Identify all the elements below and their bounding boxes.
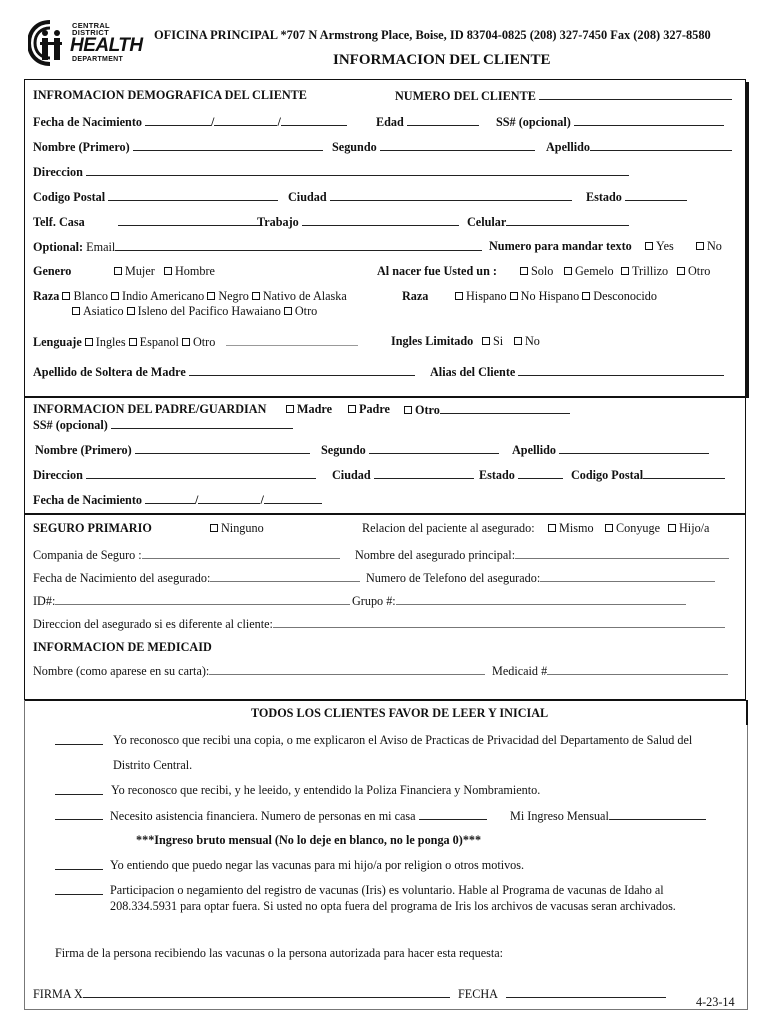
limited-english-label: Ingles Limitado (391, 334, 474, 348)
birth-other-checkbox[interactable] (677, 264, 710, 278)
relation-label: Relacion del paciente al asegurado: (362, 521, 535, 535)
last-name-label: Apellido (546, 140, 591, 154)
checkbox-icon (645, 242, 653, 250)
insured-phone-field[interactable] (366, 570, 715, 585)
limited-yes-label: Si (493, 334, 504, 348)
checkbox-icon (348, 405, 356, 413)
pacific-checkbox[interactable] (127, 304, 281, 318)
guardian-other-checkbox[interactable] (404, 402, 570, 417)
ack-item-1b: Distrito Central. (113, 758, 193, 772)
checkbox-icon (621, 267, 629, 275)
relation-self-label: Mismo (559, 521, 594, 535)
language-label: Lenguaje (33, 335, 82, 349)
checkbox-icon (548, 524, 556, 532)
medicaid-name-label: Nombre (como aparese en su carta): (33, 664, 210, 678)
checkbox-icon (482, 337, 490, 345)
medicaid-name-field[interactable] (33, 663, 485, 678)
ethnicity-row (455, 289, 657, 303)
hispanic-label: Hispano (466, 289, 507, 303)
relation-child-label: Hijo/a (679, 521, 710, 535)
english-label: Ingles (95, 335, 126, 349)
guardian-mother-checkbox[interactable] (286, 402, 332, 416)
ack-item-5a: Participacion o negamiento del registro de vacunas (Iris) es voluntario. Hable al Programa de vacunas de Idaho al (110, 883, 664, 897)
relation-child-checkbox[interactable] (668, 521, 709, 535)
right-border (747, 725, 748, 1010)
insurance-id-label: ID#: (33, 594, 56, 608)
guardian-last-name-label: Apellido (512, 443, 557, 457)
alaska-checkbox[interactable] (252, 289, 347, 303)
gross-income-note: ***Ingreso bruto mensual (No lo deje en blanco, no le ponga 0)*** (136, 833, 482, 847)
race-other-checkbox[interactable] (284, 304, 317, 318)
office-address: OFICINA PRINCIPAL *707 N Armstrong Place, Boise, ID 83704-0825 (208) 327-7450 Fax (208) 327-8580 (154, 28, 711, 42)
group-label: Grupo #: (352, 594, 396, 608)
insured-dob-label: Fecha de Nacimiento del asegurado: (33, 571, 211, 585)
home-phone-label: Telf. Casa (33, 215, 85, 229)
guardian-address-field[interactable] (33, 467, 316, 482)
text-yes-checkbox[interactable] (645, 239, 674, 253)
maiden-name-label: Apellido de Soltera de Madre (33, 365, 186, 379)
dob-label: Fecha de Nacimiento (33, 115, 142, 129)
text-no-checkbox[interactable] (696, 239, 722, 253)
text-number-label: Numero para mandar texto (489, 239, 632, 253)
age-field[interactable] (376, 114, 479, 129)
insured-name-label: Nombre del asegurado principal: (355, 548, 516, 562)
language-other-label: Otro (192, 335, 216, 349)
insured-dob-field[interactable] (33, 570, 360, 585)
zip-label: Codigo Postal (33, 190, 106, 204)
age-label: Edad (376, 115, 404, 129)
language-other-checkbox[interactable] (182, 335, 215, 349)
initial-4-field[interactable] (55, 858, 103, 873)
race-row (33, 289, 347, 303)
logo-text-health: HEALTH (70, 35, 143, 56)
ack-item-3a: Necesito asistencia financiera. Numero de personas en mi casa (110, 809, 416, 823)
guardian-city-field[interactable] (332, 467, 474, 482)
company-label: Compania de Seguro : (33, 548, 142, 562)
checkbox-icon (520, 267, 528, 275)
guardian-mother-label: Madre (297, 402, 332, 416)
guardian-zip-label: Codigo Postal (571, 468, 644, 482)
checkbox-icon (252, 292, 260, 300)
twin-checkbox[interactable] (564, 264, 614, 278)
checkbox-icon (182, 338, 190, 346)
checkbox-icon (114, 267, 122, 275)
asian-label: Asiatico (83, 304, 124, 318)
guardian-ssn-field[interactable] (33, 417, 293, 432)
language-other-input[interactable] (226, 334, 358, 346)
address-label: Direccion (33, 165, 83, 179)
checkbox-icon (85, 338, 93, 346)
checkbox-icon (514, 337, 522, 345)
checkbox-icon (164, 267, 172, 275)
black-label: Negro (218, 289, 249, 303)
birth-label: Al nacer fue Usted un : (377, 264, 497, 278)
state-field[interactable] (586, 189, 687, 204)
initial-3-field[interactable] (55, 808, 103, 823)
female-label: Mujer (125, 264, 155, 278)
initial-2-field[interactable] (55, 783, 103, 798)
guardian-first-name-label: Nombre (Primero) (35, 443, 132, 457)
medicaid-number-field[interactable] (492, 663, 728, 678)
guardian-address-label: Direccion (33, 468, 83, 482)
limited-no-checkbox[interactable] (514, 334, 540, 348)
company-field[interactable] (33, 547, 340, 562)
non-hispanic-checkbox[interactable] (510, 289, 580, 303)
address-field[interactable] (33, 164, 629, 179)
initial-5-field[interactable] (55, 883, 103, 898)
signature-label: FIRMA X (33, 987, 83, 1001)
guardian-middle-label: Segundo (321, 443, 366, 457)
insurance-none-label: Ninguno (221, 521, 264, 535)
non-hispanic-label: No Hispano (520, 289, 580, 303)
native-am-label: Indio Americano (122, 289, 205, 303)
insured-phone-label: Numero de Telefono del asegurado: (366, 571, 541, 585)
left-border (24, 700, 25, 1010)
guardian-father-label: Padre (359, 402, 390, 416)
race-other-label: Otro (294, 304, 318, 318)
relation-self-checkbox[interactable] (548, 521, 594, 535)
checkbox-icon (582, 292, 590, 300)
unknown-checkbox[interactable] (582, 289, 657, 303)
checkbox-icon (129, 338, 137, 346)
race-row-2 (72, 304, 317, 318)
language-row (33, 334, 358, 349)
alias-label: Alias del Cliente (430, 365, 516, 379)
ssn-field[interactable] (496, 114, 724, 129)
email-field[interactable] (33, 239, 482, 254)
date-field[interactable] (458, 986, 666, 1001)
checkbox-icon (210, 524, 218, 532)
work-phone-label: Trabajo (257, 215, 299, 229)
checkbox-icon (111, 292, 119, 300)
group-field[interactable] (352, 593, 686, 608)
native-am-checkbox[interactable] (111, 289, 204, 303)
logo-text-district: DISTRICT (72, 28, 109, 37)
city-field[interactable] (288, 189, 572, 204)
divider (24, 700, 746, 701)
logo-text-central: CENTRAL (72, 21, 110, 30)
limited-no-label: No (525, 334, 540, 348)
logo-text-department: DEPARTMENT (72, 56, 124, 63)
monthly-income-field[interactable] (510, 808, 706, 823)
medicaid-number-label: Medicaid # (492, 664, 548, 678)
relation-spouse-label: Conyuge (616, 521, 661, 535)
english-checkbox[interactable] (85, 335, 126, 349)
medicaid-title: INFORMACION DE MEDICAID (33, 640, 212, 654)
cdh-logo (28, 20, 143, 68)
ack-item-2: Yo reconosco que recibi, y he leeido, y entendido la Poliza Financiera y Nombramiento. (111, 783, 541, 797)
twin-label: Gemelo (575, 264, 614, 278)
guardian-last-name-field[interactable] (512, 442, 709, 457)
checkbox-icon (207, 292, 215, 300)
ssn-label: SS# (opcional) (496, 115, 571, 129)
guardian-middle-field[interactable] (321, 442, 499, 457)
triplet-label: Trillizo (632, 264, 669, 278)
first-name-label: Nombre (Primero) (33, 140, 130, 154)
insured-address-label: Direccion del asegurado si es diferente al cliente: (33, 617, 273, 631)
male-checkbox[interactable] (164, 264, 215, 278)
household-size-field[interactable] (110, 808, 487, 823)
insured-name-field[interactable] (355, 547, 729, 562)
hispanic-checkbox[interactable] (455, 289, 507, 303)
checkbox-icon (455, 292, 463, 300)
ethnicity-label: Raza (402, 289, 429, 303)
cell-phone-field[interactable] (467, 214, 629, 229)
first-name-field[interactable] (33, 139, 323, 154)
page-title: INFORMACION DEL CLIENTE (333, 52, 551, 68)
alias-field[interactable] (430, 364, 724, 379)
last-name-field[interactable] (546, 139, 732, 154)
shadow-edge (746, 700, 748, 725)
middle-name-label: Segundo (332, 140, 377, 154)
guardian-state-field[interactable] (479, 467, 563, 482)
black-checkbox[interactable] (207, 289, 248, 303)
cell-phone-label: Celular (467, 215, 507, 229)
guardian-other-label: Otro (415, 403, 440, 417)
guardian-title: INFORMACION DEL PADRE/GUARDIAN (33, 402, 267, 416)
checkbox-icon (668, 524, 676, 532)
logo-emblem-icon (28, 20, 72, 66)
male-label: Hombre (175, 264, 215, 278)
birth-other-label: Otro (688, 264, 711, 278)
insurance-id-field[interactable] (33, 593, 350, 608)
triplet-checkbox[interactable] (621, 264, 668, 278)
ack-item-5b: 208.334.5931 para optar fuera. Si usted no opta fuera del programa de Iris los archivos de vacusas seran archivados. (110, 899, 676, 913)
checkbox-icon (696, 242, 704, 250)
spanish-checkbox[interactable] (129, 335, 179, 349)
white-label: Blanco (73, 289, 108, 303)
checkbox-icon (286, 405, 294, 413)
single-checkbox[interactable] (520, 264, 553, 278)
shadow-edge (746, 82, 749, 398)
guardian-dob-field[interactable]: Fecha de Nacimiento / / (33, 492, 322, 507)
asian-checkbox[interactable] (72, 304, 124, 318)
race-label: Raza (33, 289, 60, 303)
client-number-field[interactable] (395, 88, 732, 103)
ack-item-3b: Mi Ingreso Mensual (510, 809, 609, 823)
bottom-border (24, 1009, 748, 1010)
white-checkbox[interactable] (62, 289, 108, 303)
alaska-label: Nativo de Alaska (262, 289, 347, 303)
ack-item-4: Yo entiendo que puedo negar las vacunas para mi hijo/a por religion o otros motivos. (110, 858, 525, 872)
guardian-first-name-field[interactable] (35, 442, 310, 457)
signature-note: Firma de la persona recibiendo las vacunas o la persona autorizada para hacer esta requesta: (55, 946, 504, 960)
relation-spouse-checkbox[interactable] (605, 521, 660, 535)
guardian-father-checkbox[interactable] (348, 402, 390, 416)
home-phone-field[interactable] (33, 214, 261, 229)
spanish-label: Espanol (139, 335, 179, 349)
checkbox-icon (605, 524, 613, 532)
optional-label: Optional: (33, 240, 84, 254)
acknowledge-title: TODOS LOS CLIENTES FAVOR DE LEER Y INICIAL (251, 706, 549, 720)
single-label: Solo (531, 264, 554, 278)
checkbox-icon (564, 267, 572, 275)
signature-field[interactable] (33, 986, 450, 1001)
checkbox-icon (62, 292, 70, 300)
state-label: Estado (586, 190, 622, 204)
middle-name-field[interactable] (332, 139, 535, 154)
work-phone-field[interactable] (257, 214, 459, 229)
guardian-ssn-label: SS# (opcional) (33, 418, 108, 432)
checkbox-icon (127, 307, 135, 315)
insurance-title: SEGURO PRIMARIO (33, 521, 152, 535)
guardian-dob-label: Fecha de Nacimiento (33, 493, 142, 507)
checkbox-icon (510, 292, 518, 300)
email-label: Email (86, 240, 116, 254)
demographics-title: INFROMACION DEMOGRAFICA DEL CLIENTE (33, 88, 307, 102)
checkbox-icon (404, 406, 412, 414)
limited-yes-checkbox[interactable] (482, 334, 503, 348)
unknown-label: Desconocido (593, 289, 657, 303)
gender-label: Genero (33, 264, 72, 278)
female-checkbox[interactable] (114, 264, 155, 278)
guardian-city-label: Ciudad (332, 468, 371, 482)
maiden-name-field[interactable] (33, 364, 415, 379)
pacific-label: Isleno del Pacifico Hawaiano (137, 304, 281, 318)
insurance-none-checkbox[interactable] (210, 521, 264, 535)
checkbox-icon (677, 267, 685, 275)
guardian-zip-field[interactable] (571, 467, 725, 482)
text-no-label: No (707, 239, 722, 253)
date-label: FECHA (458, 987, 498, 1001)
client-number-label: NUMERO DEL CLIENTE (395, 89, 536, 103)
city-label: Ciudad (288, 190, 327, 204)
ack-item-1a: Yo reconosco que recibi una copia, o me explicaron el Aviso de Practicas de Privacidad del Departamento de Salud del (113, 733, 693, 747)
insured-address-field[interactable] (33, 616, 725, 631)
zip-field[interactable] (33, 189, 278, 204)
checkbox-icon (284, 307, 292, 315)
initial-1-field[interactable] (55, 733, 103, 748)
guardian-state-label: Estado (479, 468, 515, 482)
dob-field[interactable]: Fecha de Nacimiento / / (33, 114, 347, 129)
form-version: 4-23-14 (696, 995, 735, 1009)
checkbox-icon (72, 307, 80, 315)
text-yes-label: Yes (656, 239, 674, 253)
